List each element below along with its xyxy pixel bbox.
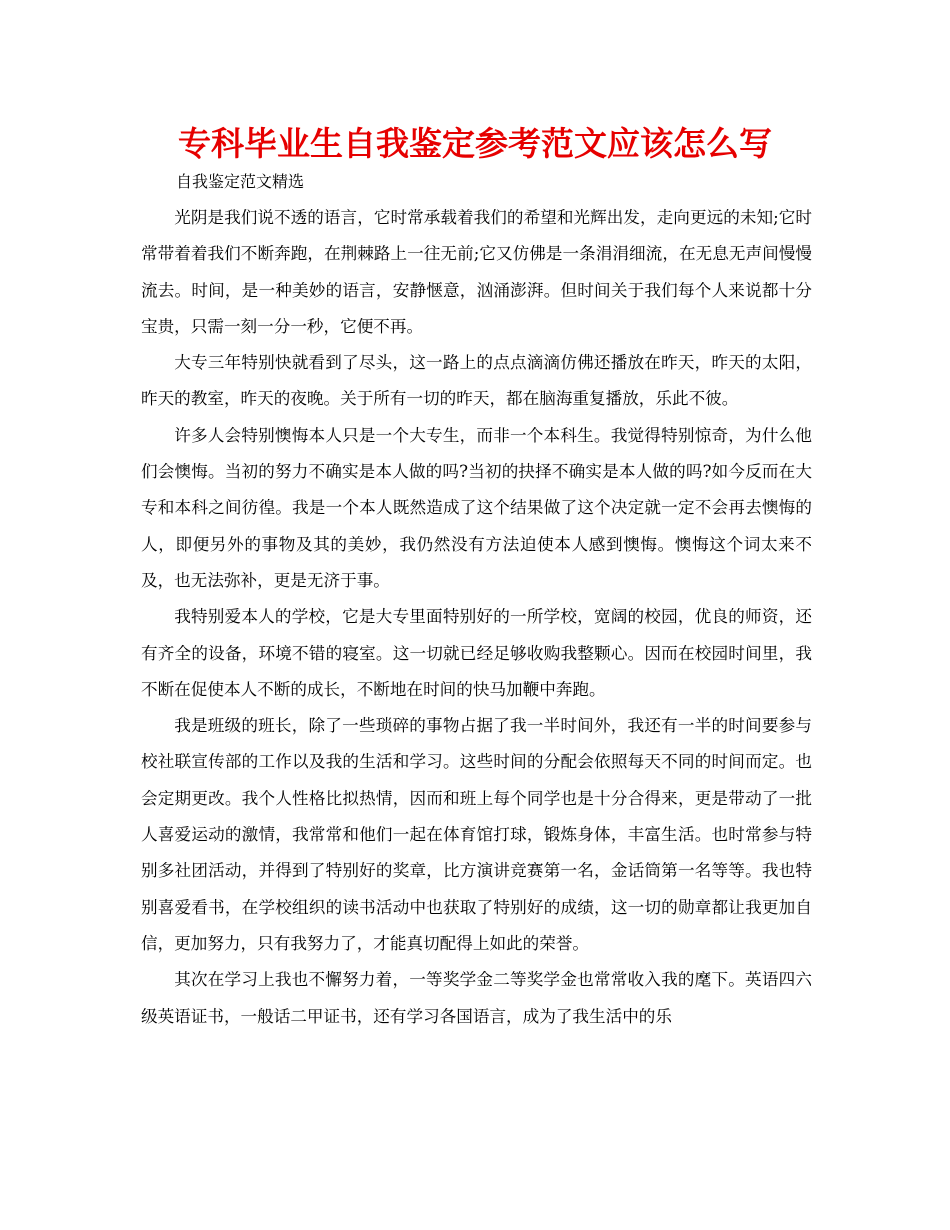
paragraph: 许多人会特别懊悔本人只是一个大专生，而非一个本科生。我觉得特别惊奇，为什么他们会懊悔。当初的努力不确实是本人做的吗?当初的抉择不确实是本人做的吗?如今反而在大专和本科之间彷徨。我是一个本人既然造成了这个结果做了这个决定就一定不会再去懊悔的人，即便另外的事物及其的美妙，我仍然没有方法迫使本人感到懊悔。懊悔这个词太来不及，也无法弥补，更是无济于事。 xyxy=(141,425,812,590)
document-subtitle: 自我鉴定范文精选 xyxy=(176,172,305,191)
paragraph: 我是班级的班长，除了一些琐碎的事物占据了我一半时间外，我还有一半的时间要参与校社联宣传部的工作以及我的生活和学习。这些时间的分配会依照每天不同的时间而定。也会定期更改。我个人性格比拟热情，因而和班上每个同学也是十分合得来，更是带动了一批人喜爱运动的激情，我常常和他们一起在体育馆打球，锻炼身体，丰富生活。也时常参与特别多社团活动，并得到了特别好的奖章，比方演讲竞赛第一名，金话筒第一名等等。我也特别喜爱看书，在学校组织的读书活动中也获取了特别好的成绩，这一切的勋章都让我更加自信，更加努力，只有我努力了，才能真切配得上如此的荣誉。 xyxy=(141,716,812,953)
document-title: 专科毕业生自我鉴定参考范文应该怎么写 xyxy=(178,124,772,163)
paragraph: 我特别爱本人的学校，它是大专里面特别好的一所学校，宽阔的校园，优良的师资，还有齐全的设备，环境不错的寝室。这一切就已经足够收购我整颗心。因而在校园时间里，我不断在促使本人不断的成长，不断地在时间的快马加鞭中奔跑。 xyxy=(141,607,812,699)
document-body xyxy=(141,200,812,1035)
paragraph: 其次在学习上我也不懈努力着，一等奖学金二等奖学金也常常收入我的麾下。英语四六级英语证书，一般话二甲证书，还有学习各国语言，成为了我生活中的乐 xyxy=(141,970,812,1026)
paragraph: 光阴是我们说不透的语言，它时常承载着我们的希望和光辉出发，走向更远的未知;它时常带着着我们不断奔跑，在荆棘路上一往无前;它又仿佛是一条涓涓细流，在无息无声间慢慢流去。时间，是一种美妙的语言，安静惬意，汹涌澎湃。但时间关于我们每个人来说都十分宝贵，只需一刻一分一秒，它便不再。 xyxy=(141,208,812,336)
paragraph: 大专三年特别快就看到了尽头，这一路上的点点滴滴仿佛还播放在昨天，昨天的太阳，昨天的教室，昨天的夜晚。关于所有一切的昨天，都在脑海重复播放，乐此不彼。 xyxy=(141,353,812,409)
